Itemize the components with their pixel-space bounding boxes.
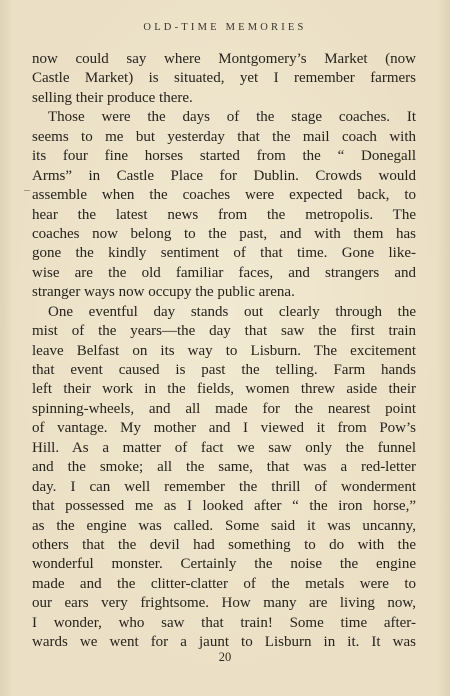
text-line: wise are the old familiar faces, and strangers and <box>32 264 416 281</box>
text-line: our ears very frightsome. How many are living now, <box>32 595 416 612</box>
running-header: OLD-TIME MEMORIES <box>143 22 307 33</box>
paragraph <box>32 303 416 653</box>
text-line: Arms” in Castle Place for Dublin. Crowds would <box>32 167 416 184</box>
text-line: that possessed me as I looked after “ the iron horse,” <box>32 498 416 515</box>
text-line: wonderful monster. Certainly the noise the engine <box>32 556 416 573</box>
body-text <box>32 50 416 653</box>
text-line: assemble when the coaches were expected back, to <box>32 187 416 204</box>
paragraph <box>32 108 416 302</box>
text-line: gone the kindly sentiment of that time. Gone like- <box>32 245 416 262</box>
text-line: wards we went for a jaunt to Lisburn in it. It was <box>32 634 416 651</box>
text-line: selling their produce there. <box>32 89 193 106</box>
text-line: made and the clitter-clatter of the metals were to <box>32 575 416 592</box>
margin-mark <box>24 190 30 191</box>
text-line: as the engine was called. Some said it was uncanny, <box>32 517 416 534</box>
text-line: leave Belfast on its way to Lisburn. The excitement <box>32 342 416 359</box>
page-number: 20 <box>218 650 232 664</box>
text-line: spinning-wheels, and all made for the nearest point <box>32 400 416 417</box>
text-line: coaches now belong to the past, and with them has <box>32 225 416 242</box>
text-line: mist of the years—the day that saw the first train <box>32 323 416 340</box>
text-line: Hill. As a matter of fact we saw only the funnel <box>32 439 416 456</box>
text-line: hear the latest news from the metropolis. The <box>32 206 416 223</box>
text-line: that event caused is past the telling. Farm hands <box>32 362 416 378</box>
text-line: Those were the days of the stage coaches. It <box>48 109 416 126</box>
text-line: One eventful day stands out clearly through the <box>48 303 416 320</box>
text-line: and the smoke; all the same, that was a red-letter <box>32 459 416 476</box>
text-line: others that the devil had something to do with the <box>32 536 416 553</box>
text-line: stranger ways now occupy the public arena. <box>32 284 295 301</box>
text-line: day. I can well remember the thrill of wonderment <box>32 478 416 495</box>
text-line: seems to me but yesterday that the mail coach with <box>32 128 416 145</box>
text-line: left their work in the fields, women threw aside their <box>32 381 416 398</box>
text-line: its four fine horses started from the “ Donegall <box>32 148 416 165</box>
text-line: Castle Market) is situated, yet I remember farmers <box>32 70 416 87</box>
text-line: of vantage. My mother and I viewed it from Pow’s <box>32 420 416 437</box>
text-line: now could say where Montgomery’s Market (now <box>32 51 416 67</box>
text-line: I wonder, who saw that train! Some time after- <box>32 614 416 631</box>
paragraph <box>32 50 416 108</box>
